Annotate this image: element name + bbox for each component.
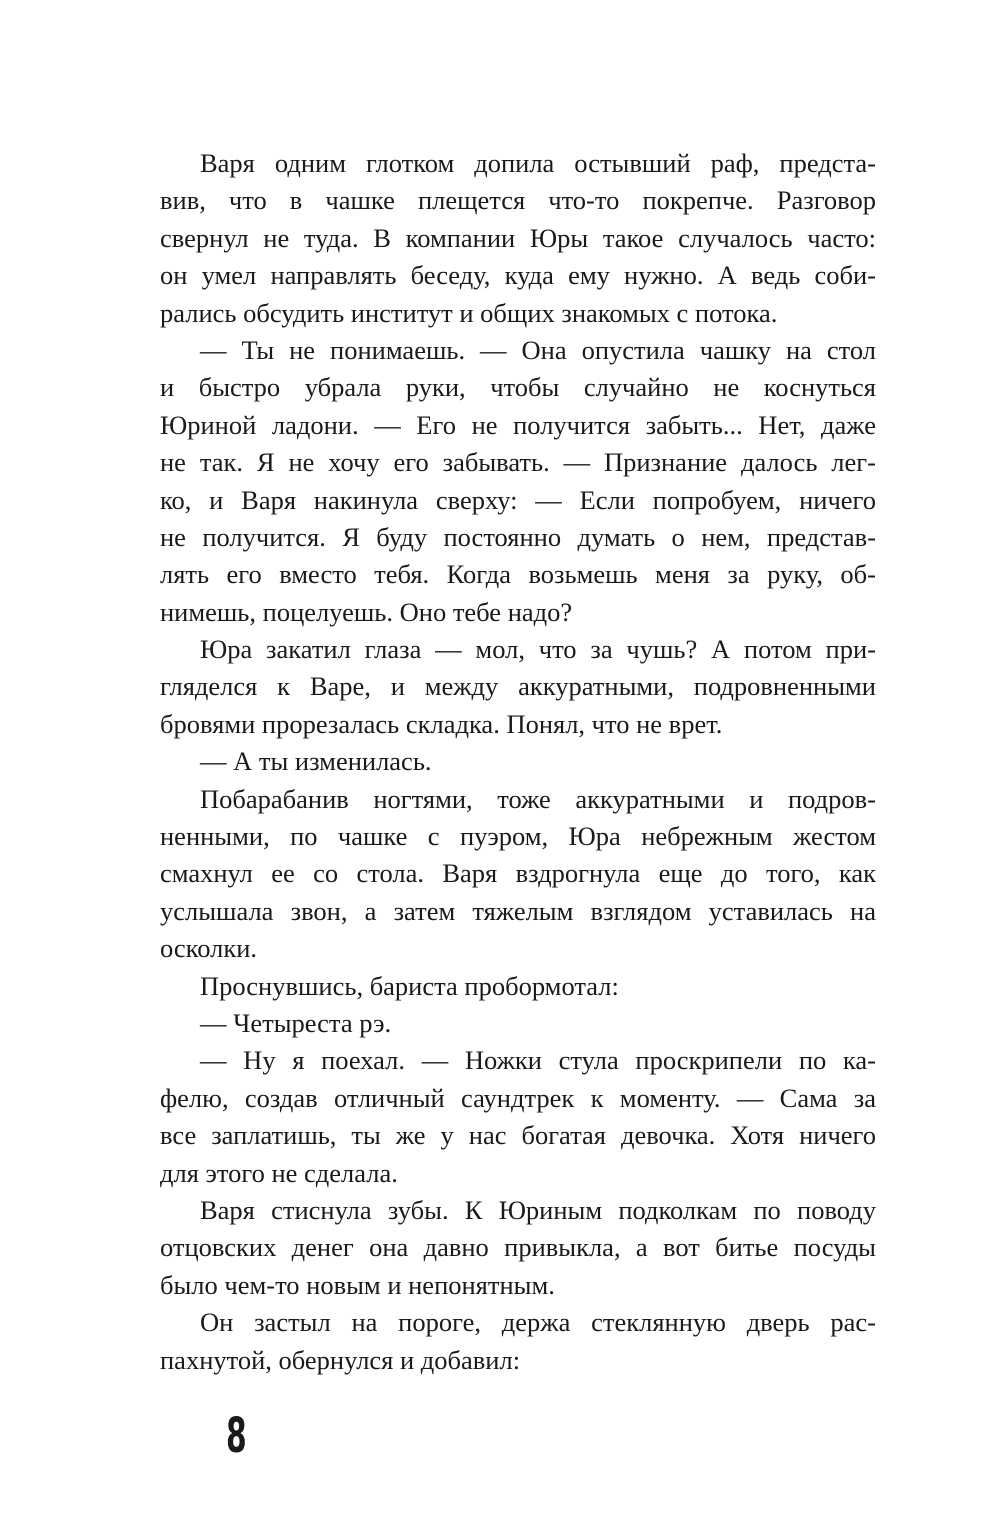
text-line: не так. Я не хочу его забывать. — Признание далось лег- [160, 447, 876, 478]
text-line: пахнутой, обернулся и добавил: [160, 1344, 521, 1375]
text-line: ненными, по чашке с пуэром, Юра небрежным жестом [160, 821, 876, 852]
text-line: лять его вместо тебя. Когда возьмешь меня за руку, об- [160, 559, 876, 590]
text-line: Юра закатил глаза — мол, что за чушь? А потом при- [200, 634, 876, 665]
text-line: он умел направлять беседу, куда ему нужно. А ведь соби- [160, 260, 876, 291]
text-line: Варя одним глотком допила остывший раф, предста- [200, 148, 876, 178]
text-line: рались обсудить институт и общих знакомых с потока. [160, 297, 778, 328]
text-line: гляделся к Варе, и между аккуратными, подровненными [160, 671, 876, 702]
text-line: отцовских денег она давно привыкла, а вот битье посуды [160, 1232, 876, 1263]
text-line: Он застыл на пороге, держа стеклянную дверь рас- [200, 1307, 876, 1338]
text-line: Юриной ладони. — Его не получится забыть... Нет, даже [160, 409, 876, 440]
text-line: бровями прорезалась складка. Понял, что не врет. [160, 708, 723, 739]
text-line: и быстро убрала руки, чтобы случайно не коснуться [160, 372, 876, 403]
text-line: свернул не туда. В компании Юры такое случалось часто: [160, 222, 876, 253]
text-line: фелю, создав отличный саундтрек к моменту. — Сама за [160, 1082, 876, 1113]
text-line: услышала звон, а затем тяжелым взглядом уставилась на [160, 895, 876, 926]
text-line: вив, что в чашке плещется что-то покрепче. Разговор [160, 185, 876, 216]
text-line: нимешь, поцелуешь. Оно тебе надо? [160, 596, 573, 627]
text-line: осколки. [160, 933, 258, 964]
page-number: 8 [226, 1408, 247, 1464]
text-line: для этого не сделала. [160, 1157, 398, 1188]
page-body-text [160, 145, 876, 1379]
text-line: — А ты изменилась. [200, 746, 432, 777]
text-line: — Ты не понимаешь. — Она опустила чашку на стол [200, 334, 876, 365]
text-line: смахнул ее со стола. Варя вздрогнула еще до того, как [160, 858, 876, 889]
text-line: Побарабанив ногтями, тоже аккуратными и подров- [200, 783, 876, 814]
text-line: Проснувшись, бариста пробормотал: [200, 970, 619, 1001]
text-line: было чем-то новым и непонятным. [160, 1269, 555, 1300]
text-line: все заплатишь, ты же у нас богатая девочка. Хотя ничего [160, 1120, 876, 1151]
text-line: не получится. Я буду постоянно думать о нем, представ- [160, 521, 876, 552]
text-line: — Четыреста рэ. [200, 1007, 392, 1038]
text-line: ко, и Варя накинула сверху: — Если попробуем, ничего [160, 484, 876, 515]
text-line: Варя стиснула зубы. К Юриным подколкам по поводу [200, 1194, 876, 1225]
text-line: — Ну я поехал. — Ножки стула проскрипели по ка- [200, 1045, 876, 1076]
